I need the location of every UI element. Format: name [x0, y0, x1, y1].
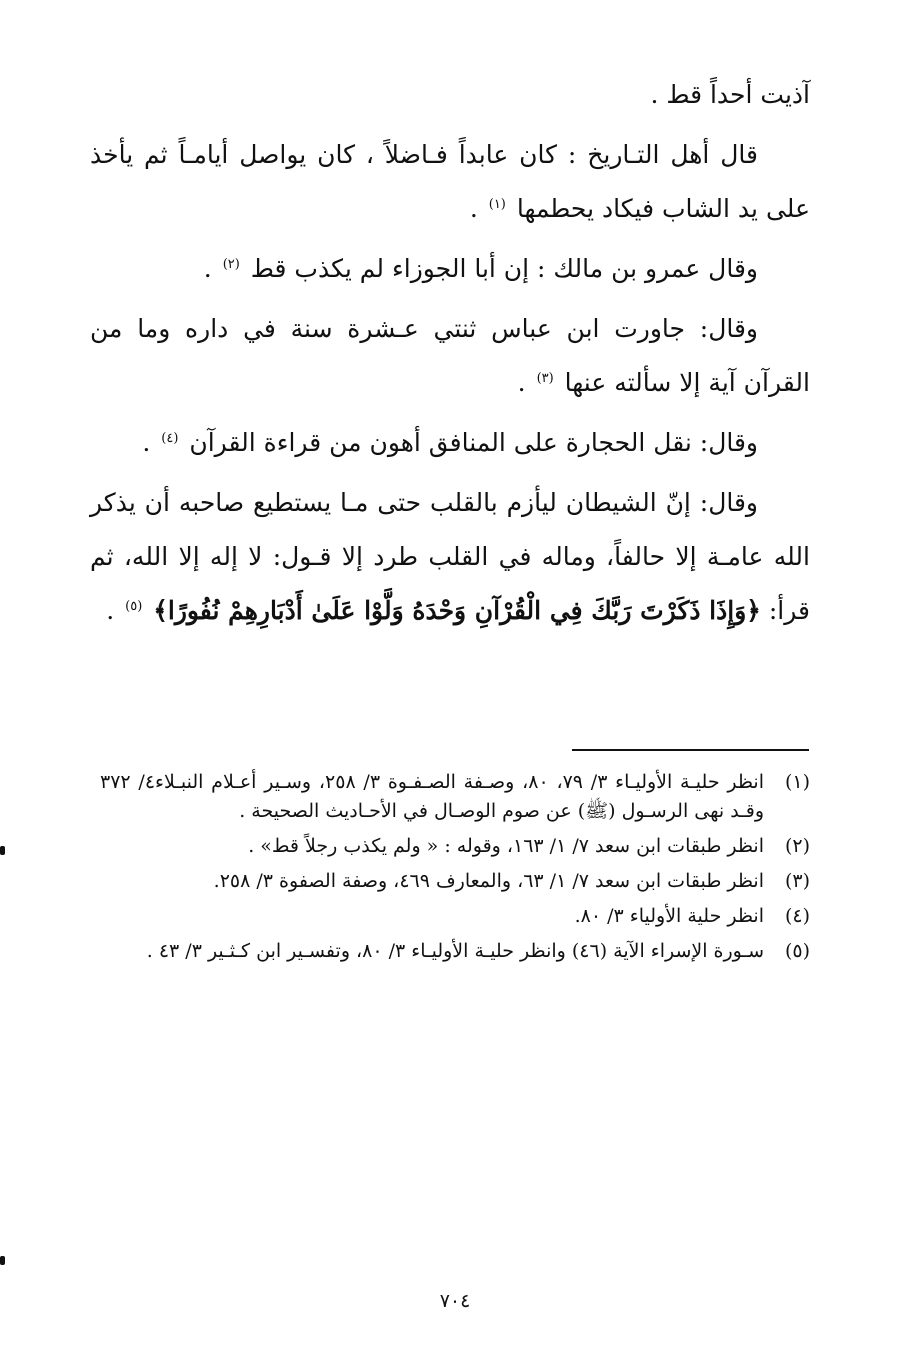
paragraph-4-end: . [517, 368, 526, 397]
footnote-number: (١) [784, 771, 810, 793]
paragraph-6-end: . [106, 596, 115, 625]
scan-edge-mark [0, 1256, 5, 1265]
paragraph-4 [90, 302, 810, 410]
footnotes [100, 768, 810, 972]
footnote-text: انظر حليـة الأوليـاء ٣/ ٧٩، ٨٠، وصـفة الصـفـوة ٣/ ٢٥٨، وسـير أعـلام النبـلاء٤/ ٣٧٢ وقـد نهى الرسـول (ﷺ) عن صوم الوصـال في الأحـاديث الصحيحة . [100, 771, 764, 822]
paragraph-5-text: وقال: نقل الحجارة على المنافق أهون من قراءة القرآن [189, 428, 758, 457]
footnote-ref-5[interactable]: (٥) [125, 598, 143, 614]
paragraph-2-end: . [469, 194, 478, 223]
paragraph-6-text: وقال: إنّ الشيطان ليأزم بالقلب حتى مـا يستطيع صاحبه أن يذكر الله عامـة إلا حالفاً، وماله في القلب طرد إلا قـول: لا إله إلا الله، ثم قرأ: [90, 488, 810, 625]
footnote-ref-1[interactable]: (١) [488, 196, 506, 212]
paragraph-3-end: . [203, 254, 212, 283]
scan-edge-mark [0, 846, 5, 855]
footnote-text: انظر طبقات ابن سعد ٧/ ١/ ٦٣، والمعارف ٤٦٩، وصفة الصفوة ٣/ ٢٥٨. [213, 870, 764, 892]
paragraph-1 [90, 68, 810, 122]
footnote-text: سـورة الإسراء الآية (٤٦) وانظر حليـة الأوليـاء ٣/ ٨٠، وتفسـير ابن كـثـير ٣/ ٤٣ . [146, 940, 764, 962]
footnote-number: (٢) [784, 835, 810, 857]
main-text [90, 68, 810, 644]
footnote-2 [100, 832, 810, 861]
footnote-separator [572, 749, 809, 751]
paragraph-3-text: وقال عمرو بن مالك : إن أبا الجوزاء لم يكذب قط [250, 254, 758, 283]
quran-verse: ﴿وَإِذَا ذَكَرْتَ رَبَّكَ فِي الْقُرْآنِ وَحْدَهُ وَلَّوْا عَلَىٰ أَدْبَارِهِمْ نُفُورًا﴾ [153, 596, 761, 625]
footnote-1 [100, 768, 810, 826]
footnote-number: (٣) [784, 870, 810, 892]
paragraph-5-end: . [142, 428, 151, 457]
footnote-number: (٤) [784, 905, 810, 927]
footnote-number: (٥) [784, 940, 810, 962]
paragraph-2-text: قال أهل التـاريخ : كان عابداً فـاضلاً ، كان يواصل أيامـاً ثم يأخذ على يد الشاب فيكاد يحطمها [90, 140, 810, 223]
paragraph-6 [90, 476, 810, 638]
footnote-text: انظر حلية الأولياء ٣/ ٨٠. [574, 905, 764, 927]
page-number: ٧٠٤ [439, 1290, 471, 1312]
footnote-ref-4[interactable]: (٤) [161, 430, 179, 446]
paragraph-4-text: وقال: جاورت ابن عباس ثنتي عـشرة سنة في داره وما من القرآن آية إلا سألته عنها [90, 314, 810, 397]
paragraph-1-text: آذيت أحداً قط . [650, 80, 810, 109]
paragraph-5 [90, 416, 810, 470]
footnote-text: انظر طبقات ابن سعد ٧/ ١/ ١٦٣، وقوله : « ولم يكذب رجلاً قط» . [248, 835, 764, 857]
paragraph-2 [90, 128, 810, 236]
footnote-ref-3[interactable]: (٣) [536, 370, 554, 386]
footnote-ref-2[interactable]: (٢) [222, 256, 240, 272]
footnote-4 [100, 902, 810, 931]
footnote-5 [100, 937, 810, 966]
footnote-3 [100, 867, 810, 896]
paragraph-3 [90, 242, 810, 296]
